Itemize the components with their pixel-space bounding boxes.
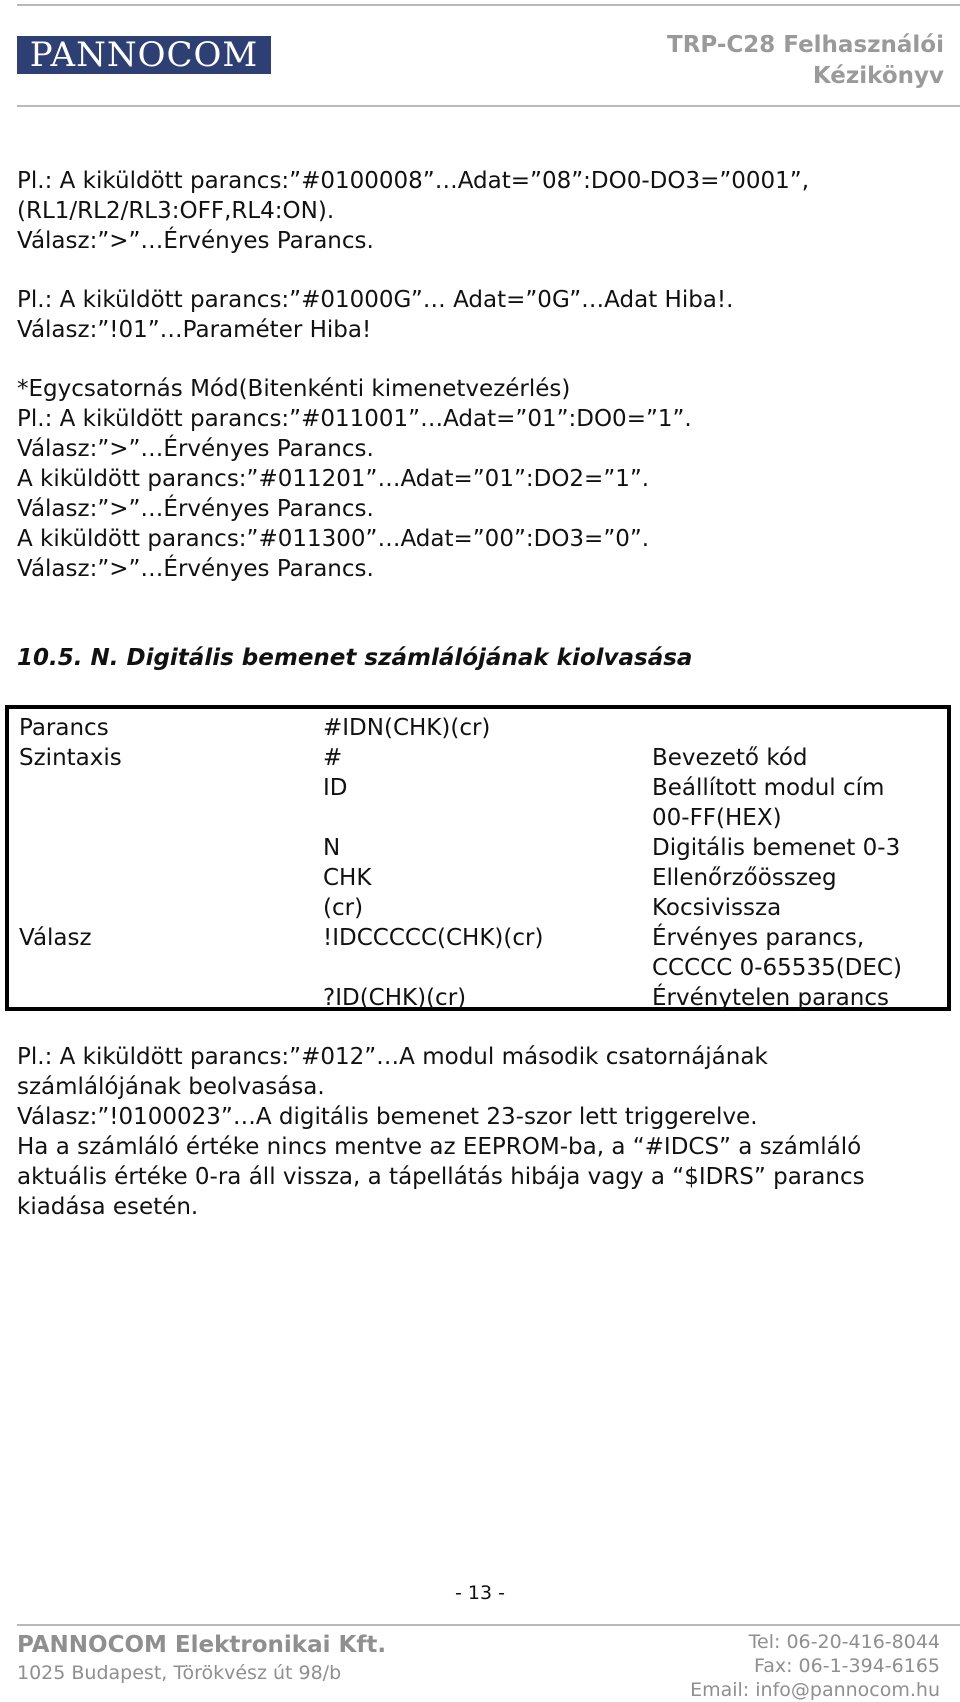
table-cell: N — [323, 835, 341, 861]
footer-tel: Tel: 06-20-416-8044 — [748, 1631, 940, 1653]
footer-address: 1025 Budapest, Törökvész út 98/b — [17, 1662, 342, 1684]
table-row — [9, 803, 947, 833]
table-cell: Digitális bemenet 0-3 — [652, 835, 901, 861]
body-line: aktuális értéke 0-ra áll vissza, a tápellátás hibája vagy a “$IDRS” parancs — [17, 1164, 865, 1190]
command-table — [5, 705, 951, 1011]
body-line: Pl.: A kiküldött parancs:”#011001”…Adat=”01”:DO0=”1”. — [17, 406, 692, 432]
header-top-rule — [17, 4, 960, 6]
body-line: Pl.: A kiküldött parancs:”#012”…A modul második csatornájának — [17, 1044, 768, 1070]
body-text — [17, 166, 947, 584]
table-row — [9, 713, 947, 743]
table-cell: Érvénytelen parancs — [652, 985, 889, 1011]
table-row — [9, 983, 947, 1013]
paragraph-gap — [17, 256, 947, 285]
footer-rule — [17, 1624, 960, 1626]
body-line: *Egycsatornás Mód(Bitenkénti kimenetvezérlés) — [17, 376, 571, 402]
document-title-line-1: TRP-C28 Felhasználói — [667, 32, 944, 58]
table-cell: ID — [323, 775, 348, 801]
body-line: Válasz:”>”…Érvényes Parancs. — [17, 496, 374, 522]
table-cell: !IDCCCCC(CHK)(cr) — [323, 925, 544, 951]
table-row — [9, 863, 947, 893]
paragraph-gap — [17, 345, 947, 374]
table-row — [9, 743, 947, 773]
table-cell: Bevezető kód — [652, 745, 808, 771]
body-line: A kiküldött parancs:”#011300”…Adat=”00”:DO3=”0”. — [17, 526, 650, 552]
table-cell: Kocsivissza — [652, 895, 782, 921]
section-heading: 10.5. N. Digitális bemenet számlálójának kiolvasása — [17, 645, 693, 671]
table-cell: CHK — [323, 865, 372, 891]
example-text — [17, 1042, 947, 1222]
table-row — [9, 893, 947, 923]
table-cell: CCCCC 0-65535(DEC) — [652, 955, 902, 981]
body-line: számlálójának beolvasása. — [17, 1074, 325, 1100]
table-cell: (cr) — [323, 895, 364, 921]
body-line: Pl.: A kiküldött parancs:”#0100008”…Adat=”08”:DO0-DO3=”0001”, — [17, 168, 810, 194]
body-line: Válasz:”>”…Érvényes Parancs. — [17, 228, 374, 254]
footer-contact — [690, 1630, 940, 1702]
footer-email: Email: info@pannocom.hu — [690, 1679, 940, 1701]
table-cell: 00-FF(HEX) — [652, 805, 782, 831]
table-row — [9, 953, 947, 983]
table-cell: Válasz — [19, 925, 92, 951]
table-cell: # — [323, 745, 343, 771]
body-line: (RL1/RL2/RL3:OFF,RL4:ON). — [17, 198, 335, 224]
page-number: - 13 - — [455, 1582, 505, 1604]
table-cell: Parancs — [19, 715, 109, 741]
footer-company: PANNOCOM Elektronikai Kft. — [17, 1632, 387, 1658]
body-line: Válasz:”>”…Érvényes Parancs. — [17, 556, 374, 582]
table-cell: #IDN(CHK)(cr) — [323, 715, 491, 741]
table-row — [9, 833, 947, 863]
document-title-line-2: Kézikönyv — [812, 63, 944, 89]
table-row — [9, 773, 947, 803]
table-cell: ?ID(CHK)(cr) — [323, 985, 467, 1011]
document-title — [584, 30, 944, 92]
footer-fax: Fax: 06-1-394-6165 — [754, 1655, 940, 1677]
body-line: Ha a számláló értéke nincs mentve az EEPROM-ba, a “#IDCS” a számláló — [17, 1134, 862, 1160]
table-cell: Ellenőrzőösszeg — [652, 865, 837, 891]
body-line: A kiküldött parancs:”#011201”…Adat=”01”:DO2=”1”. — [17, 466, 650, 492]
body-line: Válasz:”>”…Érvényes Parancs. — [17, 436, 374, 462]
body-line: kiadása esetén. — [17, 1194, 199, 1220]
table-cell: Érvényes parancs, — [652, 925, 865, 951]
body-line: Válasz:”!0100023”…A digitális bemenet 23-szor lett triggerelve. — [17, 1104, 758, 1130]
table-row — [9, 923, 947, 953]
pannocom-logo: PANNOCOM — [17, 36, 271, 74]
body-line: Válasz:”!01”…Paraméter Hiba! — [17, 317, 372, 343]
table-cell: Beállított modul cím — [652, 775, 885, 801]
table-cell: Szintaxis — [19, 745, 122, 771]
body-line: Pl.: A kiküldött parancs:”#01000G”… Adat=”0G”…Adat Hiba!. — [17, 287, 734, 313]
header-bottom-rule — [17, 105, 960, 107]
